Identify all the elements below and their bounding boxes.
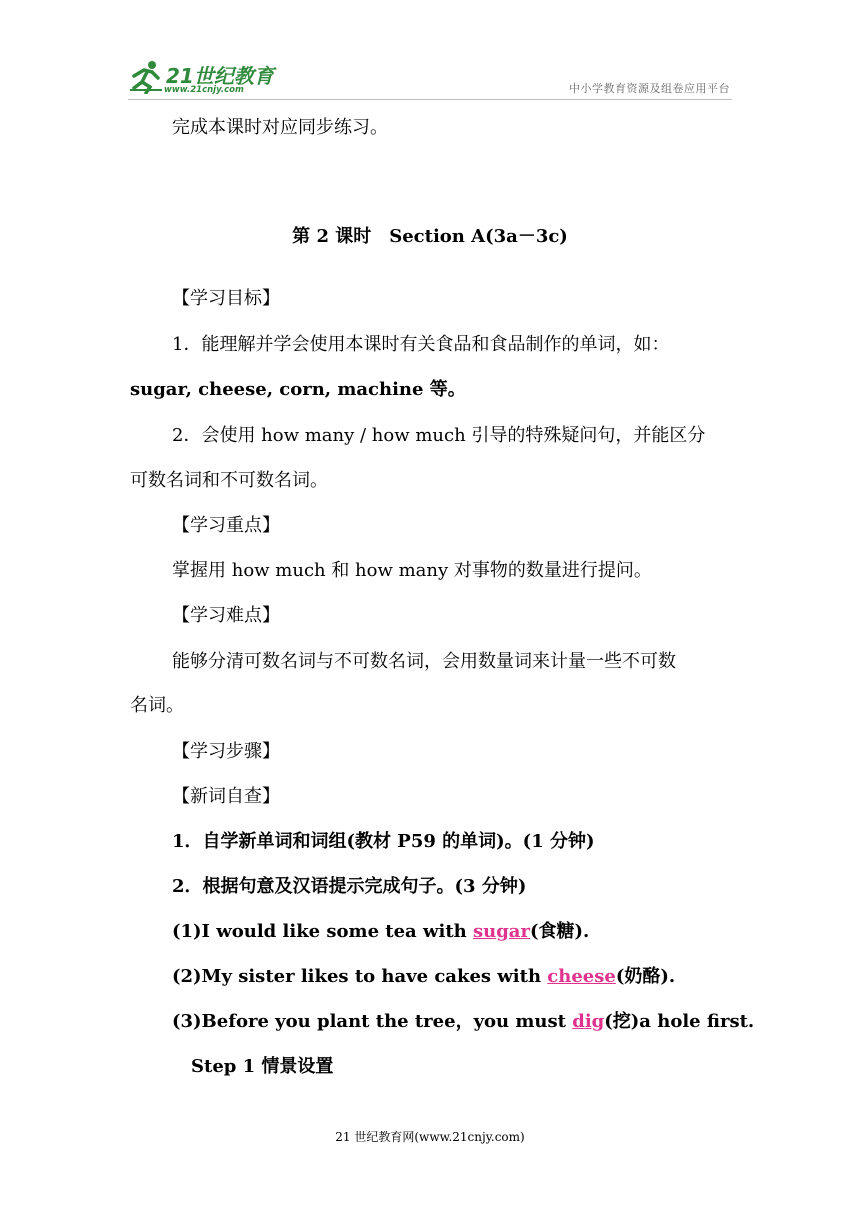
page-footer: 21 世纪教育网(www.21cnjy.com) (335, 1130, 525, 1144)
sentence-3-suffix: (挖)a hole first. (604, 1011, 755, 1032)
objective-2-line-1: 2．会使用 how many / how much 引导的特殊疑问句，并能区分 (172, 425, 706, 446)
sentence-2-suffix: (奶酪). (615, 966, 676, 987)
sentence-1 (172, 920, 589, 944)
sentence-1-answer: sugar (473, 921, 530, 942)
task-2: 2．根据句意及汉语提示完成句子。(3 分钟) (172, 876, 527, 897)
difficulty-line-2: 名词。 (130, 695, 184, 716)
difficulty-heading: 【学习难点】 (172, 605, 280, 626)
key-points-heading: 【学习重点】 (172, 515, 280, 536)
objective-1-line-1: 1．能理解并学会使用本课时有关食品和食品制作的单词，如： (172, 334, 670, 355)
steps-heading: 【学习步骤】 (172, 741, 280, 762)
site-logo[interactable] (128, 58, 288, 98)
logo-text: 21世纪教育 (166, 64, 274, 88)
page-header (128, 58, 730, 98)
objective-2-line-2: 可数名词和不可数名词。 (130, 470, 328, 491)
sentence-2 (172, 965, 675, 989)
intro-text: 完成本课时对应同步练习。 (172, 117, 388, 138)
difficulty-line-1: 能够分清可数名词与不可数名词，会用数量词来计量一些不可数 (172, 651, 676, 672)
header-divider (128, 99, 732, 100)
sentence-3-prefix: (3)Before you plant the tree，you must (172, 1011, 573, 1032)
objectives-heading: 【学习目标】 (172, 288, 280, 309)
sentence-3 (172, 1010, 754, 1034)
new-words-heading: 【新词自查】 (172, 786, 280, 807)
sentence-1-suffix: (食糖). (529, 921, 590, 942)
lesson-title: 第 2 课时 Section A(3a－3c) (292, 226, 568, 247)
sentence-2-prefix: (2)My sister likes to have cakes with (172, 966, 548, 987)
sentence-1-prefix: (1)I would like some tea with (172, 921, 473, 942)
key-points-text: 掌握用 how much 和 how many 对事物的数量进行提问。 (172, 560, 652, 581)
sentence-2-answer: cheese (547, 966, 616, 987)
logo-url: www.21cnjy.com (164, 85, 244, 95)
step-1-heading: Step 1 情景设置 (191, 1056, 334, 1077)
sentence-3-answer: dig (572, 1011, 605, 1032)
objective-1-line-2: sugar, cheese, corn, machine 等。 (130, 379, 466, 400)
platform-tagline: 中小学教育资源及组卷应用平台 (569, 82, 730, 95)
runner-icon (128, 60, 164, 94)
task-1: 1．自学新单词和词组(教材 P59 的单词)。(1 分钟) (172, 831, 595, 852)
